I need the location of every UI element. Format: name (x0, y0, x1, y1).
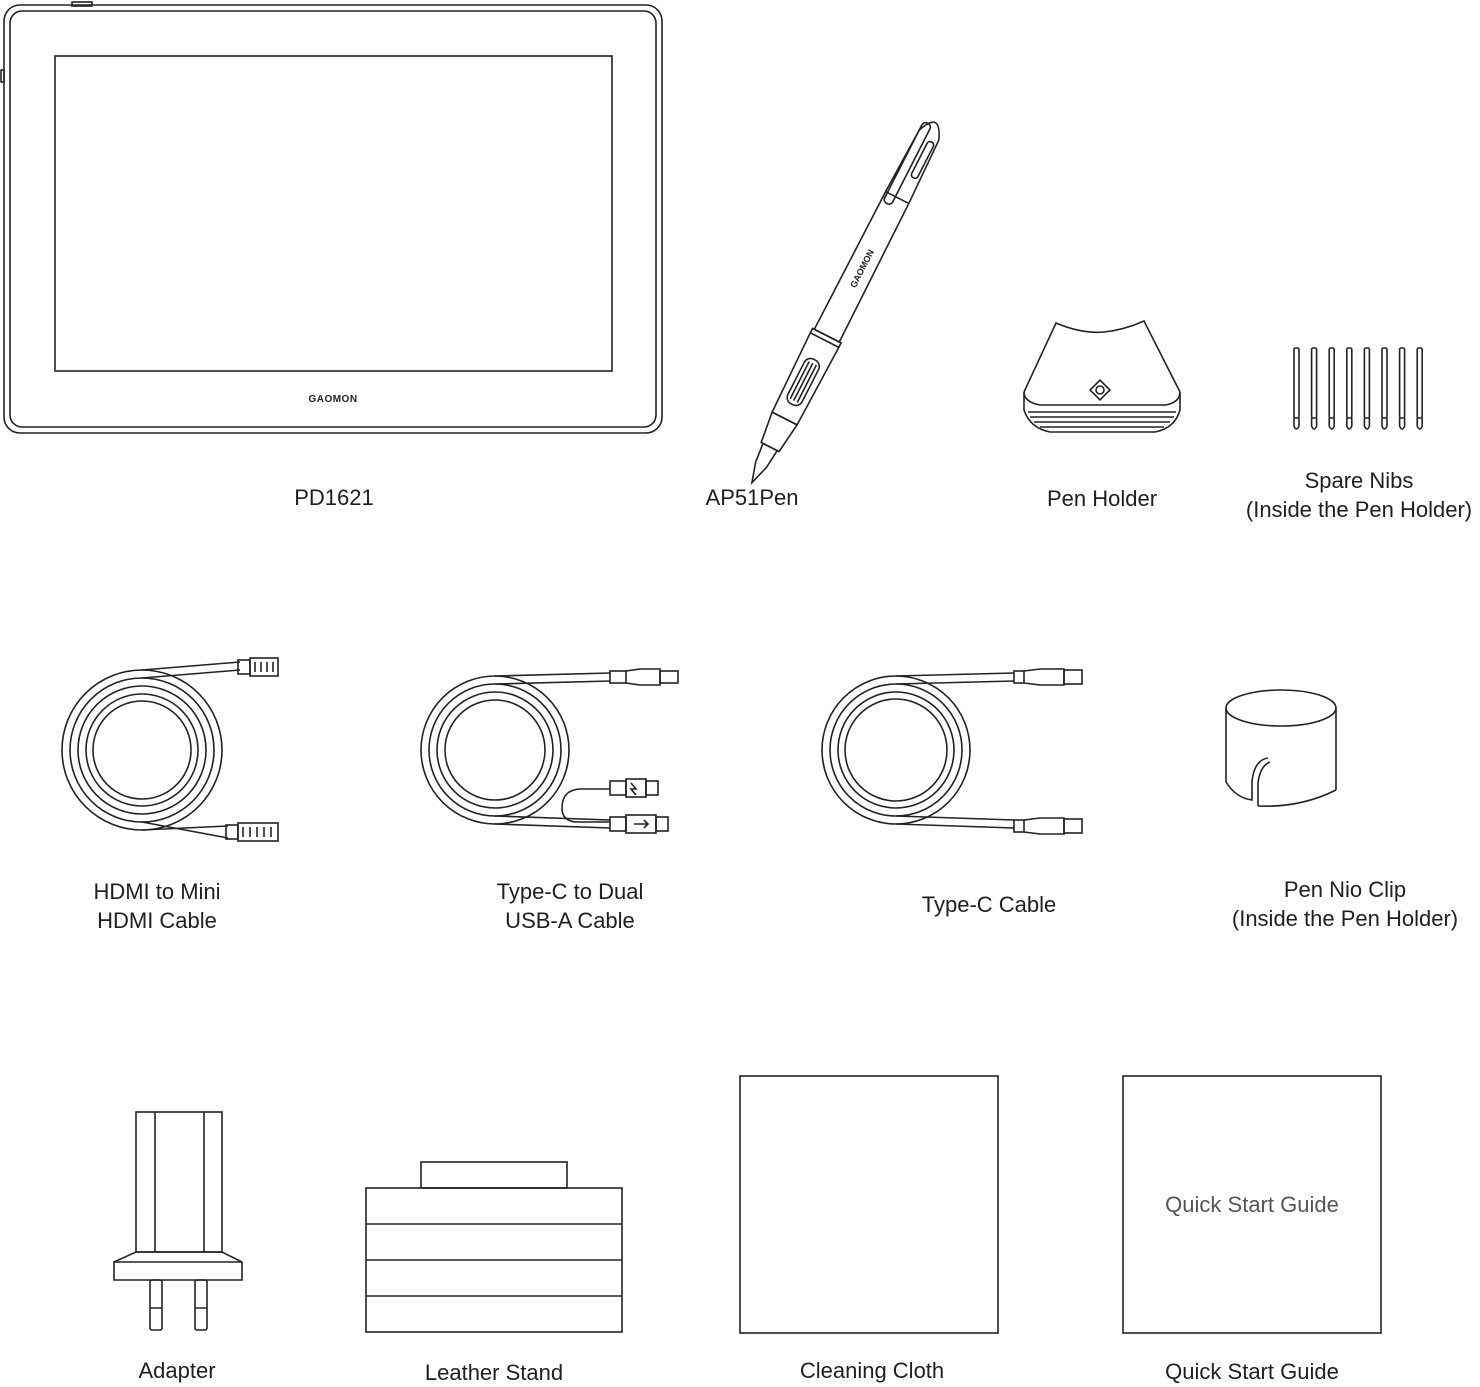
pen-holder-illustration (1024, 321, 1180, 432)
label-spare-nibs (1246, 466, 1472, 524)
label-quick-start-guide: Quick Start Guide (1165, 1359, 1339, 1384)
label-pen-clip-line1: Pen Nio Clip (1283, 877, 1407, 902)
label-pen-clip (1232, 875, 1458, 933)
label-ap51pen: AP51Pen (705, 485, 799, 510)
label-adapter: Adapter (138, 1358, 216, 1383)
dualusb-cable-illustration (421, 669, 678, 833)
label-leather-stand: Leather Stand (424, 1360, 564, 1385)
leather-stand-illustration (366, 1162, 622, 1332)
label-cleaning-cloth: Cleaning Cloth (799, 1358, 945, 1383)
cleaning-cloth-illustration (740, 1076, 998, 1333)
guide-cover-text: Quick Start Guide (1165, 1192, 1339, 1217)
hdmi-cable-illustration (62, 658, 278, 841)
spare-nibs-illustration (1294, 348, 1422, 429)
label-pen-clip-line2: (Inside the Pen Holder) (1231, 906, 1459, 931)
label-spare-nibs-line2: (Inside the Pen Holder) (1245, 497, 1473, 522)
pen-illustration (738, 115, 950, 489)
pen-logo: GAOMON (848, 247, 876, 290)
typec-cable-illustration (822, 669, 1082, 834)
label-pd1621: PD1621 (294, 485, 374, 510)
tablet-logo: GAOMON (308, 394, 358, 405)
label-dualusb-cable (497, 877, 644, 935)
label-dualusb-cable-line2: USB-A Cable (505, 908, 635, 933)
label-typec-cable: Type-C Cable (921, 892, 1057, 917)
label-dualusb-cable-line1: Type-C to Dual (496, 879, 644, 904)
adapter-illustration (114, 1112, 242, 1330)
pen-clip-illustration (1226, 690, 1336, 806)
tablet-illustration (1, 2, 662, 433)
label-hdmi-cable-line2: HDMI Cable (97, 908, 217, 933)
label-spare-nibs-line1: Spare Nibs (1304, 468, 1414, 493)
label-hdmi-cable (93, 877, 220, 935)
label-pen-holder: Pen Holder (1046, 486, 1158, 511)
label-hdmi-cable-line1: HDMI to Mini (93, 879, 221, 904)
